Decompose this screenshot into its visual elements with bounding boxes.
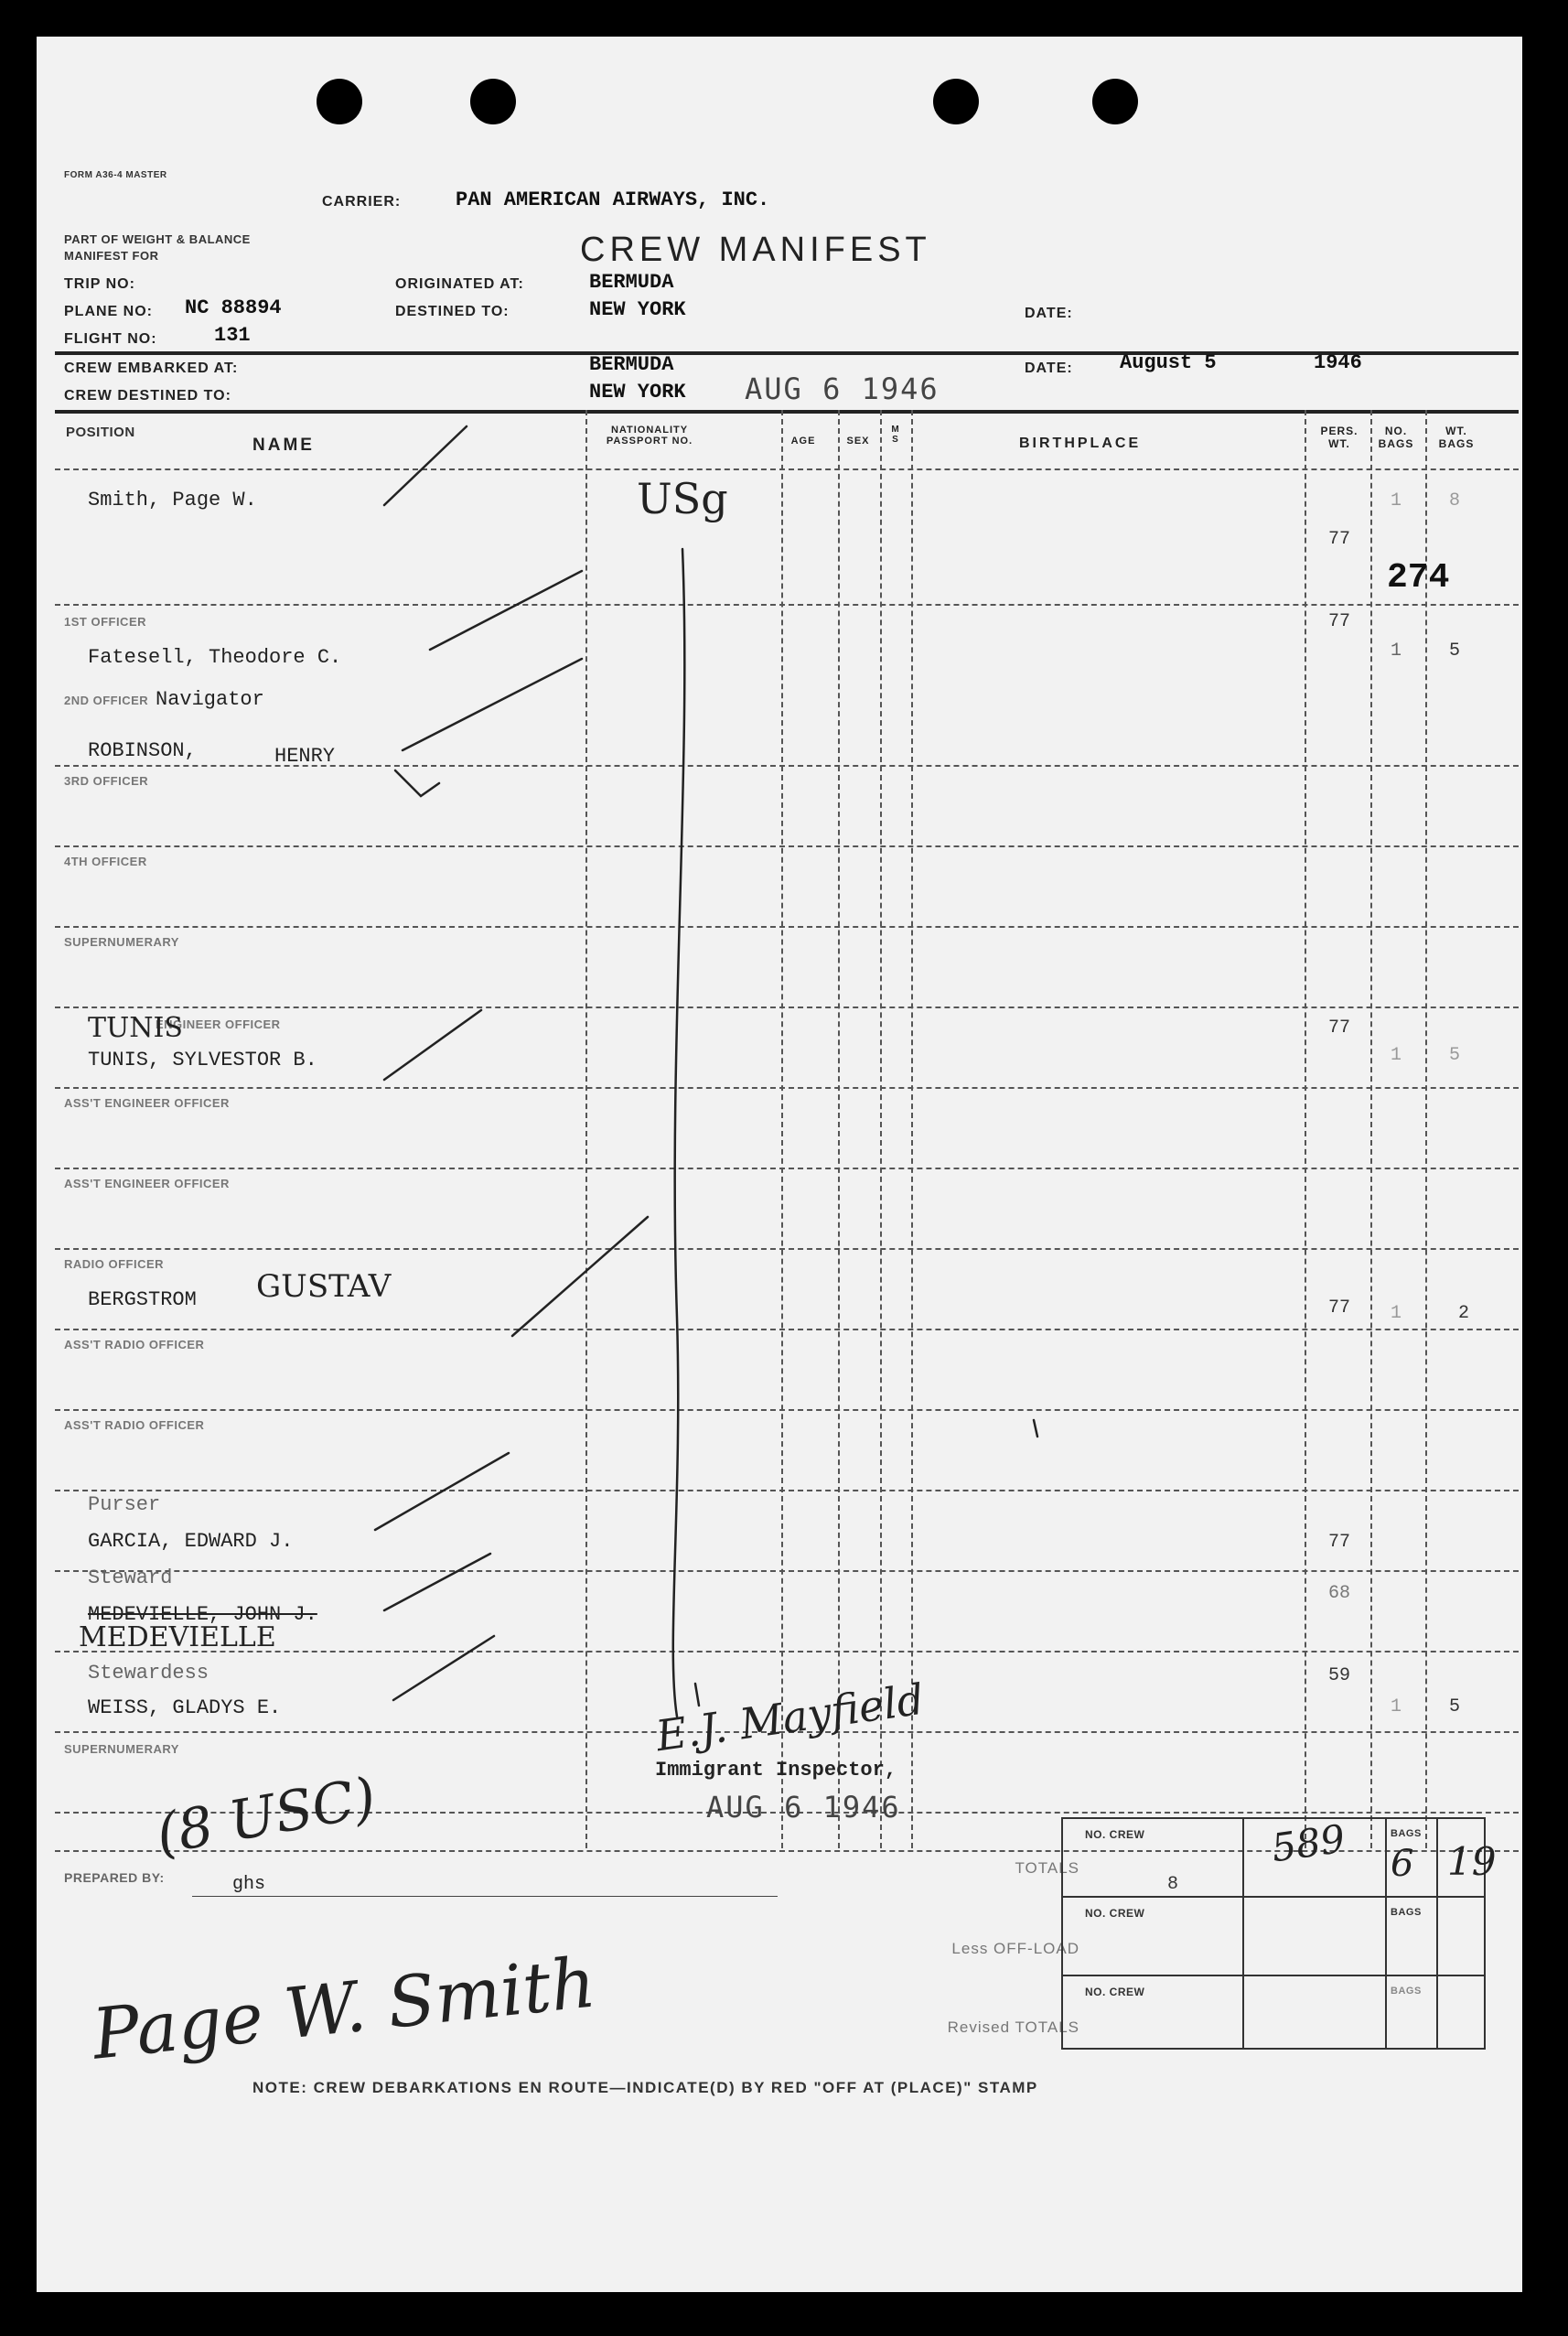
carrier-label: CARRIER: (322, 194, 402, 210)
originated-label: ORIGINATED AT: (395, 276, 524, 292)
crew-name-steward: MEDEVIELLE, JOHN J. (88, 1603, 317, 1626)
manifest-sheet (37, 37, 1522, 2292)
date-label-2: DATE: (1025, 361, 1073, 376)
pers-wt-15: 59 (1328, 1665, 1351, 1686)
flight-no-label: FLIGHT NO: (64, 331, 157, 347)
bags-label-2: BAGS (1391, 1907, 1422, 1918)
flight-no-value: 131 (214, 324, 251, 347)
wt-bags-7: 5 (1449, 1045, 1461, 1066)
position-asst-radio-1: ASS'T RADIO OFFICER (64, 1338, 205, 1351)
crew-embarked-value: BERMUDA (589, 353, 674, 376)
position-stewardess: Stewardess (88, 1662, 209, 1685)
plane-no-value: NC 88894 (185, 296, 282, 319)
position-engineer: ENGINEER OFFICER (156, 1017, 281, 1031)
destined-value: NEW YORK (589, 298, 686, 321)
position-purser: Purser (88, 1493, 161, 1516)
inspector-label: Immigrant Inspector, (655, 1759, 897, 1782)
crew-name-purser: GARCIA, EDWARD J. (88, 1530, 294, 1553)
prepared-by-label: PREPARED BY: (64, 1870, 165, 1885)
nationality-handwritten: USg (637, 474, 728, 523)
part-of-label-1: PART OF WEIGHT & BALANCE (64, 232, 251, 246)
total-pers-weight: 589 (1268, 1815, 1348, 1871)
no-bags-7: 1 (1391, 1045, 1402, 1066)
totals-label: TOTALS (1015, 1859, 1079, 1877)
total-bags: 6 (1391, 1843, 1414, 1885)
crew-name-navigator-given: HENRY (274, 745, 336, 768)
less-offload-label: Less OFF-LOAD (951, 1940, 1079, 1957)
pers-wt-7: 77 (1328, 1017, 1351, 1039)
crew-name-engineer: TUNIS, SYLVESTOR B. (88, 1049, 317, 1071)
no-crew-label-3: NO. CREW (1085, 1986, 1145, 1998)
crew-name-radio-officer: BERGSTROM (88, 1288, 197, 1311)
wt-bags-2: 5 (1449, 641, 1461, 662)
position-4th-officer: 4TH OFFICER (64, 855, 147, 868)
total-crew-count: 8 (1167, 1874, 1179, 1895)
pers-wt-10: 77 (1328, 1297, 1351, 1319)
col-age: AGE (790, 436, 816, 447)
col-position: POSITION (66, 425, 135, 440)
pers-wt-13: 77 (1328, 1532, 1351, 1553)
crew-embarked-label: CREW EMBARKED AT: (64, 361, 239, 376)
part-of-label-2: MANIFEST FOR (64, 249, 159, 263)
position-supernumerary: SUPERNUMERARY (64, 935, 179, 949)
preparer-signature: Page W. Smith (88, 1941, 600, 2075)
engineer-handwritten-name: TUNIS (88, 1012, 183, 1044)
steward-handwritten-name: MEDEVIELLE (79, 1621, 276, 1653)
no-crew-label-1: NO. CREW (1085, 1828, 1145, 1841)
position-asst-engineer-1: ASS'T ENGINEER OFFICER (64, 1096, 230, 1110)
no-bags-1: 1 (1391, 490, 1402, 511)
pers-wt-14: 68 (1328, 1583, 1351, 1604)
carrier-value: PAN AMERICAN AIRWAYS, INC. (456, 188, 770, 211)
pers-wt-1: 77 (1328, 529, 1351, 550)
no-bags-15: 1 (1391, 1696, 1402, 1717)
inspector-signature: E.J. Mayfield (652, 1674, 928, 1761)
col-sex: SEX (846, 436, 870, 447)
form-code: FORM A36-4 MASTER (64, 170, 167, 180)
crew-destined-value: NEW YORK (589, 381, 686, 404)
no-bags-2: 1 (1391, 641, 1402, 662)
position-3rd-officer: 3RD OFFICER (64, 774, 149, 788)
destined-label: DESTINED TO: (395, 304, 510, 319)
date-value: August 5 (1120, 351, 1217, 374)
position-asst-radio-2: ASS'T RADIO OFFICER (64, 1418, 205, 1432)
inspector-date-stamp: AUG 6 1946 (706, 1790, 901, 1825)
trip-no-label: TRIP NO: (64, 276, 135, 292)
handwritten-annotation: (8 USC) (151, 1765, 381, 1868)
originated-value: BERMUDA (589, 271, 674, 294)
position-2nd-officer: 2ND OFFICER (64, 694, 149, 707)
total-wt-bags: 19 (1447, 1839, 1497, 1884)
handwritten-total: 274 (1387, 558, 1450, 597)
wt-bags-15: 5 (1449, 1696, 1461, 1717)
position-radio-officer: RADIO OFFICER (64, 1257, 165, 1271)
date-label-1: DATE: (1025, 306, 1073, 321)
footer-note: NOTE: CREW DEBARKATIONS EN ROUTE—INDICATE(D) BY RED "OFF AT (PLACE)" STAMP (252, 2079, 1038, 2096)
crew-destined-label: CREW DESTINED TO: (64, 388, 231, 404)
page-title: CREW MANIFEST (580, 231, 931, 269)
position-1st-officer: 1ST OFFICER (64, 615, 147, 629)
col-name: NAME (252, 436, 315, 455)
crew-name-navigator: ROBINSON, (88, 739, 197, 762)
col-marital: M S (891, 425, 900, 445)
position-navigator: Navigator (156, 688, 264, 711)
date-year: 1946 (1314, 351, 1362, 374)
plane-no-label: PLANE NO: (64, 304, 153, 319)
crew-name-captain: Smith, Page W. (88, 489, 257, 511)
col-wt-bags: WT. BAGS (1438, 425, 1475, 450)
pers-wt-2: 77 (1328, 611, 1351, 632)
revised-totals-label: Revised TOTALS (947, 2018, 1079, 2036)
crew-name-1st-officer: Fatesell, Theodore C. (88, 646, 342, 669)
position-asst-engineer-2: ASS'T ENGINEER OFFICER (64, 1177, 230, 1190)
position-supernumerary-2: SUPERNUMERARY (64, 1742, 179, 1756)
col-no-bags: NO. BAGS (1378, 425, 1414, 450)
col-birthplace: BIRTHPLACE (1019, 436, 1142, 451)
col-pers-wt: PERS. WT. (1320, 425, 1359, 450)
crew-name-stewardess: WEISS, GLADYS E. (88, 1696, 282, 1719)
radio-handwritten-name: GUSTAV (256, 1268, 392, 1305)
no-crew-label-2: NO. CREW (1085, 1907, 1145, 1920)
prepared-by-value: ghs (232, 1874, 266, 1895)
position-steward: Steward (88, 1566, 173, 1589)
no-bags-10: 1 (1391, 1303, 1402, 1324)
wt-bags-1: 8 (1449, 490, 1461, 511)
bags-label-1: BAGS (1391, 1828, 1422, 1839)
col-nationality: NATIONALITY PASSPORT NO. (606, 425, 693, 447)
bags-label-3: BAGS (1391, 1986, 1422, 1997)
wt-bags-10: 2 (1458, 1303, 1470, 1324)
date-stamp: AUG 6 1946 (745, 371, 940, 406)
